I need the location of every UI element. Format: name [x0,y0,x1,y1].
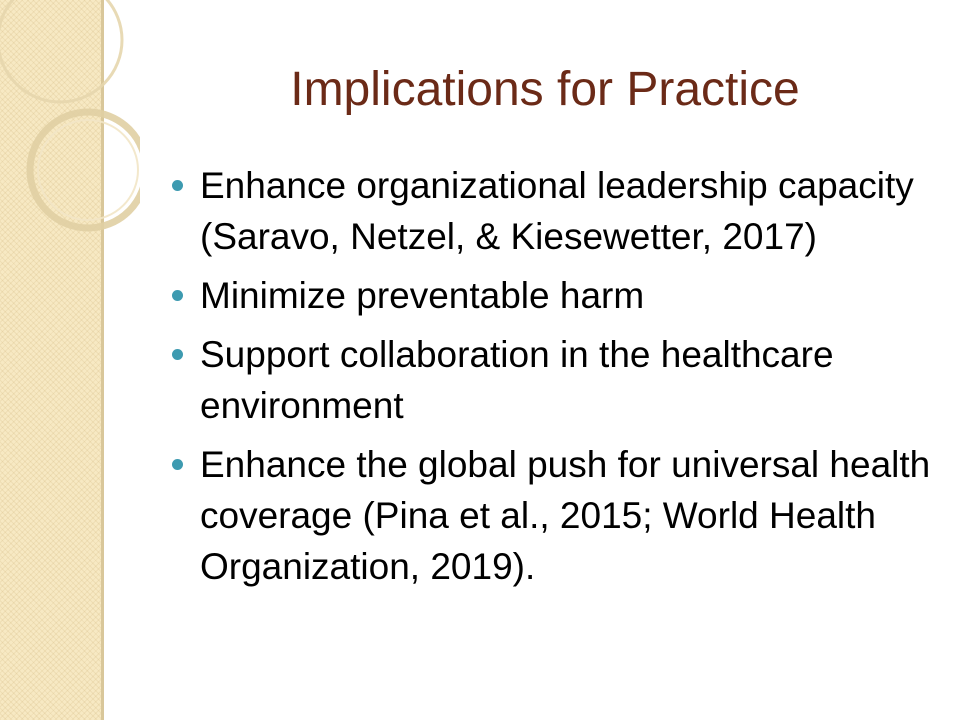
bullet-text: Minimize preventable harm [200,275,645,316]
bullet-item-coverage [168,439,938,592]
bullet-list [168,160,938,600]
bullet-dot-icon [172,290,183,301]
bullet-dot-icon [172,459,183,470]
bullet-text: Support collaboration in the healthcare environment [200,334,834,426]
bullet-item-harm [168,270,938,321]
bullet-dot-icon [172,180,183,191]
bullet-text: Enhance the global push for universal health coverage (Pina et al., 2015; World Health Organization, 2019). [200,444,931,587]
bullet-text: Enhance organizational leadership capacity (Saravo, Netzel, & Kiesewetter, 2017) [200,165,914,257]
bullet-dot-icon [172,349,183,360]
bullet-item-collaboration [168,329,938,431]
slide-title: Implications for Practice [290,63,800,116]
bullet-item-leadership [168,160,938,262]
decorative-rings [0,0,140,260]
